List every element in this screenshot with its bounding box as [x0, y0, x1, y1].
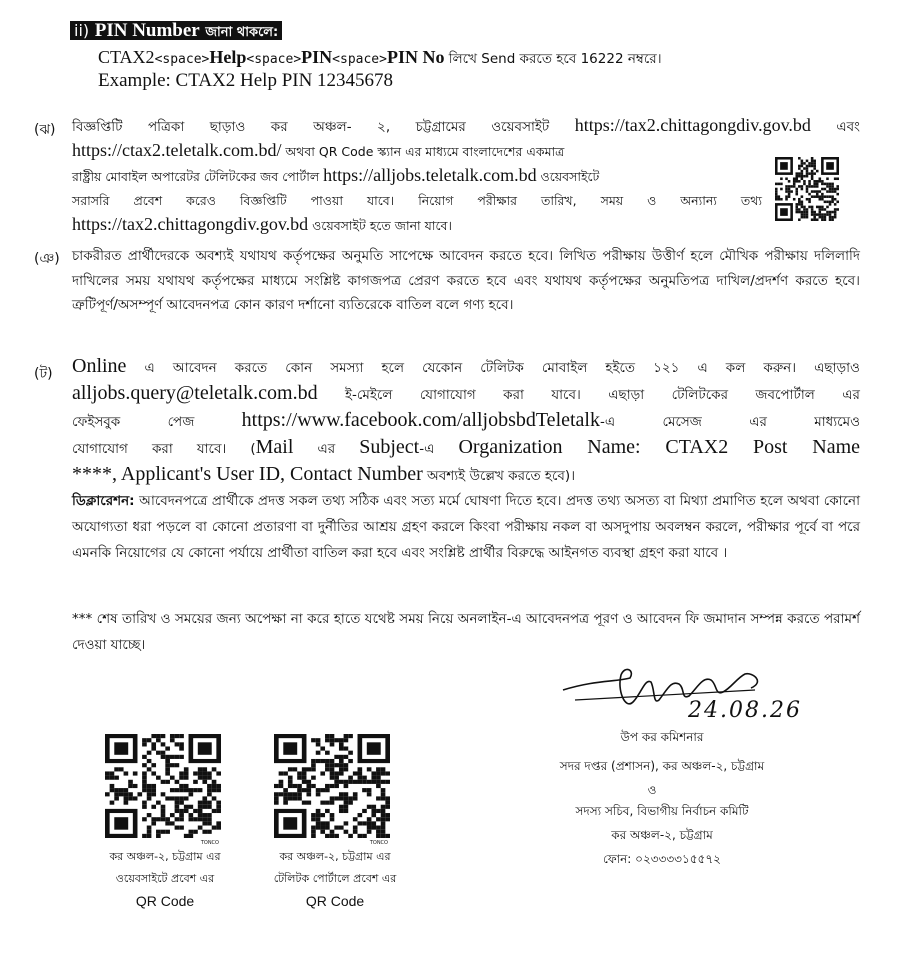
cmd-space-1: <space>	[154, 52, 210, 67]
signature-office-2: কর অঞ্চল-২, চট্টগ্রাম	[611, 828, 713, 842]
qr-caption-teletalk	[250, 846, 420, 912]
signature-and: ও	[647, 783, 657, 797]
pin-heading	[70, 20, 282, 44]
para-ta-line-4	[72, 435, 860, 462]
para-ta-line-1	[72, 354, 860, 381]
para-ta-text-7: -এ	[419, 441, 459, 457]
qr-caption-website	[80, 846, 250, 912]
qr-code-icon	[105, 734, 221, 846]
declaration	[72, 488, 860, 566]
deadline-note: *** শেষ তারিখ ও সময়ের জন্য অপেক্ষা না করে হাতে যথেষ্ট সময় নিয়ে অনলাইন-এ আবেদনপত্র পূরণ ও আবেদন ফি জমাদান সম্পন্ন করতে পরামর্শ দেওয়া যাচ্ছে।	[72, 611, 860, 653]
para-jha	[72, 114, 860, 238]
para-jha-line-3	[72, 164, 762, 189]
cmd-help: Help	[209, 47, 247, 67]
ctax2-teletalk-link[interactable]: https://ctax2.teletalk.com.bd/	[72, 140, 282, 160]
qr-code-icon	[274, 734, 390, 846]
qr-code-icon	[775, 157, 839, 221]
para-ta-line-2	[72, 381, 860, 408]
cmd-ctax2: CTAX2	[98, 47, 155, 67]
mail-word: Mail	[255, 436, 294, 458]
signature-phone: ফোন: ০২৩৩৩৩১৫৫৭২	[603, 852, 721, 866]
alljobs-link[interactable]: https://alljobs.teletalk.com.bd	[323, 165, 537, 185]
qr-caption-line-1: কর অঞ্চল-২, চট্টগ্রাম এর	[109, 850, 221, 863]
pin-marker: ii)	[74, 21, 90, 40]
para-jha-text-2: এবং	[810, 119, 860, 135]
para-jha-text-3: অথবা QR Code স্ক্যান এর মাধ্যমে বাংলাদেশের একমাত্র	[281, 144, 565, 159]
para-ta-text-4: -এ মেসেজ এর মাধ্যমেও	[600, 414, 861, 430]
para-ta-text-1: এ আবেদন করতে কোন সমস্যা হলে যেকোন টেলিটক মোবাইল হইতে ১২১ এ কল করুন। এছাড়াও	[126, 360, 860, 376]
qr-small-text: TONCO	[200, 840, 219, 846]
para-jha-text-6: সরাসরি প্রবেশ করেও বিজ্ঞপ্তিটি পাওয়া যাবে। নিয়োগ পরীক্ষার তারিখ, সময় ও অন্যান্য তথ্য	[72, 193, 762, 208]
declaration-label: ডিক্লারেশন:	[72, 493, 135, 509]
subject-word: Subject	[359, 436, 420, 458]
tax2-website-link-2[interactable]: https://tax2.chittagongdiv.gov.bd	[72, 214, 309, 234]
para-ta-text-6: এর	[293, 441, 360, 457]
support-email-link[interactable]: alljobs.query@teletalk.com.bd	[72, 382, 318, 404]
para-jha-text-1: বিজ্ঞপ্তিটি পত্রিকা ছাড়াও কর অঞ্চল- ২, চট্টগ্রামের ওয়েবসাইট	[72, 119, 575, 135]
cmd-space-2: <space>	[246, 52, 302, 67]
para-ta-text-8: অবশ্যই উল্লেখ করতে হবে)।	[422, 468, 576, 484]
para-ta-line-3	[72, 408, 860, 435]
para-nya: চাকরীরত প্রার্থীদেরকে অবশ্যই যথাযথ কর্তৃপক্ষের অনুমতি সাপেক্ষে আবেদন করতে হবে। লিখিত পরীক্ষায় উত্তীর্ণ হলে মৌখিক পরীক্ষায় দলিলাদি দাখিলের সময় যথাযথ কর্তৃপক্ষের মাধ্যমে সংশ্লিষ্ট কাগজপত্র প্রেরণ করতে হবে এবং যথাযথ কর্তৃপক্ষের অনুমতিপত্র দাখিল/প্রদর্শণ করতে হবে। ত্রুটিপূর্ণ/অসম্পূর্ণ আবেদনপত্র কোন কারণ দর্শানো ব্যতিরেকে বাতিল বলে গণ্য হবে।	[72, 248, 860, 313]
para-jha-text-5: ওয়েবসাইটে	[536, 169, 600, 184]
para-jha-text-7: ওয়েবসাইট হতে জানা যাবে।	[308, 218, 452, 233]
pin-heading-en: PIN Number	[94, 20, 200, 41]
cmd-pin-no: PIN No	[386, 47, 445, 67]
signature-designation: উপ কর কমিশনার	[620, 730, 704, 744]
facebook-page-link[interactable]: https://www.facebook.com/alljobsbdTeletalk	[241, 409, 600, 431]
signature-role: সদস্য সচিব, বিভাগীয় নির্বাচন কমিটি	[575, 804, 749, 818]
qr-caption-line-2: ওয়েবসাইটে প্রবেশ এর	[115, 872, 215, 885]
para-jha-line-5	[72, 213, 762, 238]
qr-caption-line-2: টেলিটক পোর্টালে প্রবেশ এর	[273, 872, 397, 885]
cmd-pin: PIN	[301, 47, 333, 67]
qr-caption-line-3: QR Code	[135, 893, 195, 909]
pin-command	[98, 47, 662, 71]
qr-caption-line-3: QR Code	[305, 893, 365, 909]
pin-heading-bn: জানা থাকলে:	[205, 25, 279, 40]
cmd-space-3: <space>	[332, 52, 387, 67]
qr-code-graphic-website	[105, 734, 221, 838]
para-jha-label: (ঝ)	[34, 122, 56, 138]
para-jha-text-4: রাষ্ট্রীয় মোবাইল অপারেটর টেলিটকের জব পোর্টাল	[72, 169, 324, 184]
organization-name-text: Organization Name: CTAX2 Post Name	[458, 436, 860, 458]
para-jha-line-1	[72, 114, 860, 139]
qr-caption-line-1: কর অঞ্চল-২, চট্টগ্রাম এর	[279, 850, 391, 863]
para-ta-label: (ট)	[34, 366, 53, 382]
signature-date: 24.08.26	[688, 698, 802, 723]
para-nya-label: (ঞ)	[34, 251, 60, 267]
para-ta-text-2: ই-মেইলে যোগাযোগ করা যাবে। এছাড়া টেলিটকের জবপোর্টাল এর	[317, 387, 860, 403]
applicant-details-text: ****, Applicant's User ID, Contact Number	[72, 463, 423, 485]
qr-small-text: TONCO	[369, 840, 388, 846]
declaration-text: আবেদনপত্রে প্রার্থীকে প্রদত্ত সকল তথ্য সঠিক এবং সত্য মর্মে ঘোষণা দিতে হবে। প্রদত্ত তথ্য অসত্য বা মিথ্যা প্রমাণিত হলে অথবা কোনো অযোগ্যতা ধরা পড়লে বা কোনো প্রতারণা বা দুর্নীতির আশ্রয় গ্রহণ করলে কিংবা পরীক্ষায় নকল বা অসদুপায় অবলম্বন করলে, পরীক্ষার পূর্বে বা পরে এমনকি নিয়োগের যে কোনো পর্যায়ে প্রার্থীতা বাতিল করা হবে এবং সংশ্লিষ্ট প্রার্থীর বিরুদ্ধে আইনগত ব্যবস্থা গ্রহণ করা যাবে ।	[72, 493, 860, 561]
tax2-website-link[interactable]: https://tax2.chittagongdiv.gov.bd	[574, 115, 811, 135]
pin-heading-highlight	[70, 21, 282, 40]
qr-code-graphic-teletalk	[274, 734, 390, 838]
signature-office: সদর দপ্তর (প্রশাসন), কর অঞ্চল-২, চট্টগ্রাম	[559, 759, 765, 773]
para-ta-line-5	[72, 462, 860, 489]
qr-code-graphic-top	[775, 157, 839, 221]
cmd-instruction: লিখে Send করতে হবে 16222 নম্বরে।	[444, 51, 662, 67]
para-ta-text-3: ফেইসবুক পেজ	[72, 414, 242, 430]
para-jha-line-4	[72, 189, 762, 213]
para-ta	[72, 354, 860, 489]
online-word: Online	[72, 355, 127, 377]
para-jha-line-2	[72, 139, 762, 164]
para-ta-text-5: যোগাযোগ করা যাবে। (	[72, 441, 256, 457]
pin-example: Example: CTAX2 Help PIN 12345678	[98, 70, 394, 91]
